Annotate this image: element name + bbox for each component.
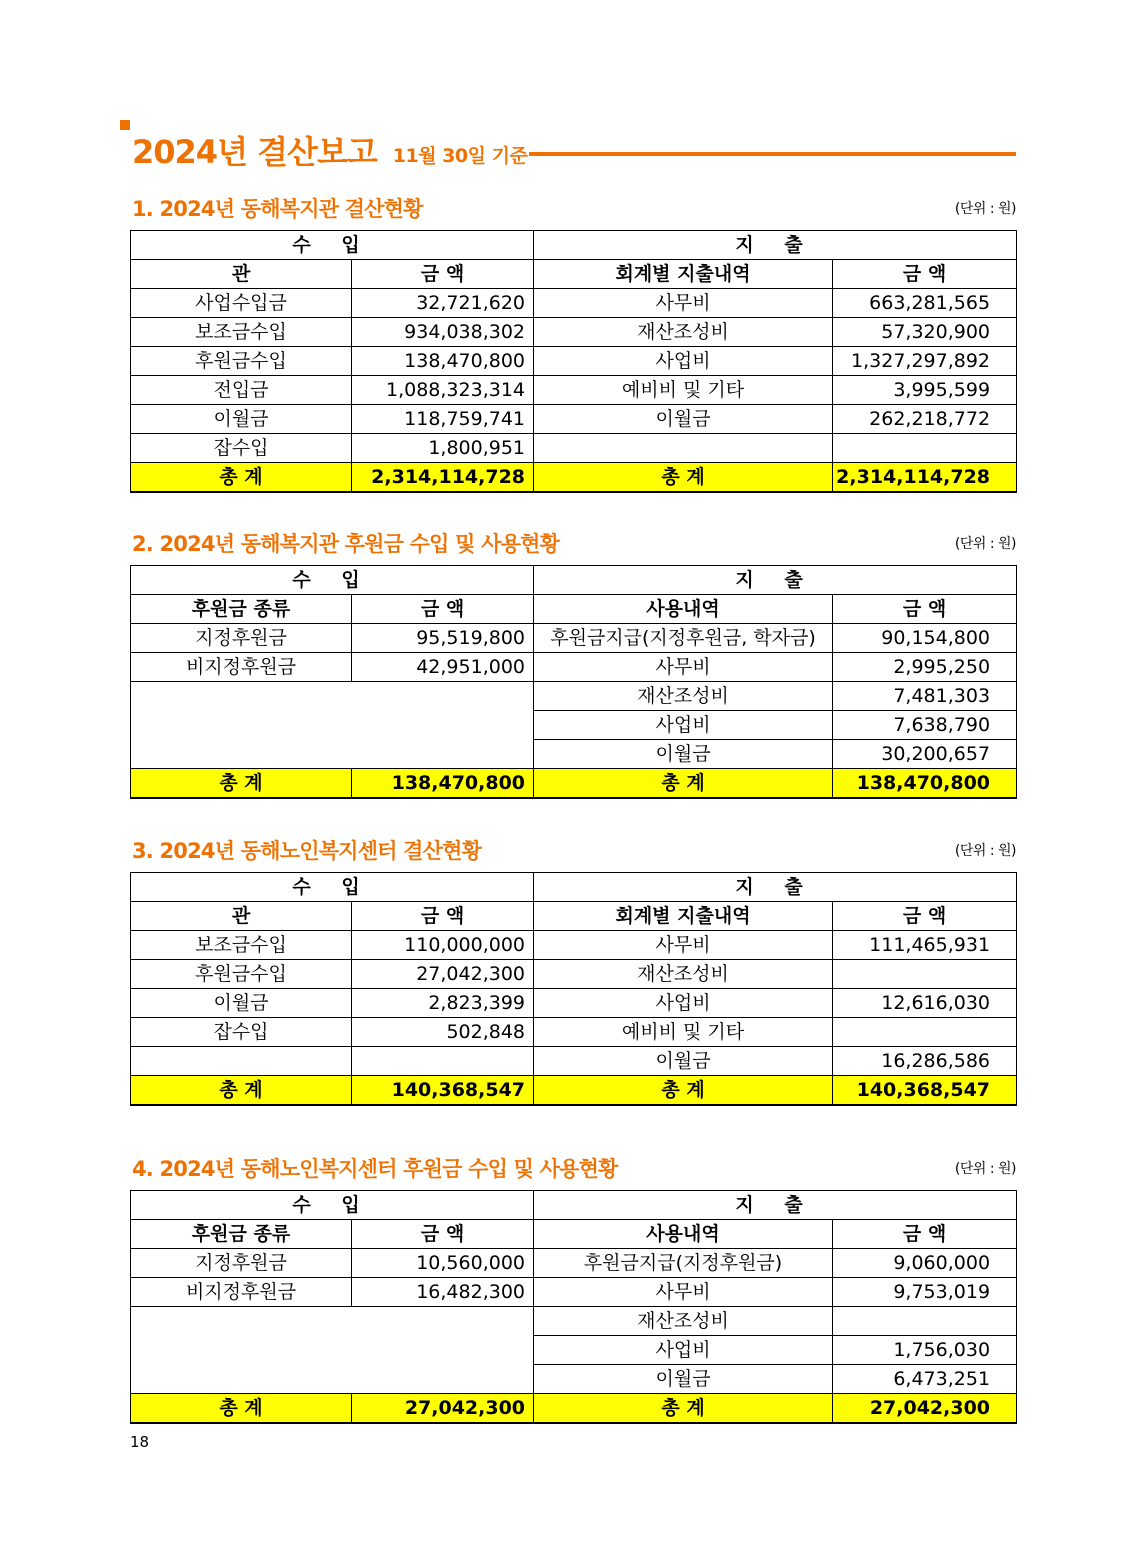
page-title: 2024년 결산보고	[132, 133, 377, 171]
expense-amount: 111,465,931	[833, 931, 1017, 960]
empty-income-cell	[131, 1307, 534, 1394]
expense-amount: 2,995,250	[833, 653, 1017, 682]
table-row	[131, 682, 1017, 711]
table-row	[131, 318, 1017, 347]
expense-amount: 7,481,303	[833, 682, 1017, 711]
section-2-header	[132, 528, 1016, 558]
total-label: 총 계	[534, 1076, 833, 1106]
expense-item: 후원금지급(지정후원금)	[534, 1249, 833, 1278]
expense-item: 이월금	[534, 1047, 833, 1076]
income-item: 비지정후원금	[131, 653, 352, 682]
col-expense-amount: 금 액	[833, 595, 1017, 624]
income-amount: 2,823,399	[352, 989, 534, 1018]
section-3-header	[132, 835, 1016, 865]
expense-amount: 57,320,900	[833, 318, 1017, 347]
expense-item: 사무비	[534, 653, 833, 682]
income-group-header: 수 입	[131, 1191, 534, 1220]
total-row	[131, 1076, 1017, 1106]
col-income-amount: 금 액	[352, 1220, 534, 1249]
total-label: 총 계	[131, 463, 352, 493]
table-row	[131, 653, 1017, 682]
income-item: 사업수입금	[131, 289, 352, 318]
income-item: 후원금수입	[131, 347, 352, 376]
expense-item: 이월금	[534, 405, 833, 434]
unit-label: (단위 : 원)	[954, 1161, 1016, 1177]
col-income-amount: 금 액	[352, 595, 534, 624]
expense-item: 이월금	[534, 740, 833, 769]
expense-amount: 16,286,586	[833, 1047, 1017, 1076]
income-item: 지정후원금	[131, 1249, 352, 1278]
settlement-table-3	[130, 872, 1017, 1106]
expense-amount: 30,200,657	[833, 740, 1017, 769]
table-row	[131, 931, 1017, 960]
expense-group-header: 지 출	[534, 231, 1017, 260]
table-row	[131, 1278, 1017, 1307]
total-label: 총 계	[131, 769, 352, 799]
income-item: 후원금수입	[131, 960, 352, 989]
income-item: 잡수입	[131, 434, 352, 463]
title-accent-square	[120, 120, 130, 130]
expense-amount: 90,154,800	[833, 624, 1017, 653]
section-title: 4. 2024년 동해노인복지센터 후원금 수입 및 사용현황	[132, 1157, 618, 1181]
table-row	[131, 960, 1017, 989]
expense-amount	[833, 1018, 1017, 1047]
page-number: 18	[130, 1433, 150, 1451]
income-item: 비지정후원금	[131, 1278, 352, 1307]
income-amount	[352, 1047, 534, 1076]
expense-amount: 7,638,790	[833, 711, 1017, 740]
table-row	[131, 1018, 1017, 1047]
expense-item: 예비비 및 기타	[534, 1018, 833, 1047]
col-expense-amount: 금 액	[833, 260, 1017, 289]
donation-table-4	[130, 1190, 1017, 1424]
unit-label: (단위 : 원)	[954, 201, 1016, 217]
income-item: 잡수입	[131, 1018, 352, 1047]
table-row	[131, 434, 1017, 463]
income-amount: 42,951,000	[352, 653, 534, 682]
income-item	[131, 1047, 352, 1076]
unit-label: (단위 : 원)	[954, 536, 1016, 552]
total-row	[131, 463, 1017, 493]
empty-income-cell	[131, 682, 534, 769]
col-income-amount: 금 액	[352, 902, 534, 931]
col-expense-item: 회계별 지출내역	[534, 260, 833, 289]
expense-group-header: 지 출	[534, 1191, 1017, 1220]
total-label: 총 계	[131, 1394, 352, 1424]
total-expense-amount: 27,042,300	[833, 1394, 1017, 1424]
col-income-item: 후원금 종류	[131, 595, 352, 624]
income-amount: 27,042,300	[352, 960, 534, 989]
income-amount: 1,088,323,314	[352, 376, 534, 405]
donation-table-2	[130, 565, 1017, 799]
col-expense-item: 사용내역	[534, 1220, 833, 1249]
expense-amount: 1,327,297,892	[833, 347, 1017, 376]
total-expense-amount: 2,314,114,728	[833, 463, 1017, 493]
col-expense-amount: 금 액	[833, 1220, 1017, 1249]
total-label: 총 계	[534, 1394, 833, 1424]
expense-item: 사무비	[534, 289, 833, 318]
expense-item: 재산조성비	[534, 682, 833, 711]
unit-label: (단위 : 원)	[954, 843, 1016, 859]
income-group-header: 수 입	[131, 231, 534, 260]
expense-item	[534, 434, 833, 463]
income-amount: 16,482,300	[352, 1278, 534, 1307]
expense-item: 재산조성비	[534, 960, 833, 989]
page-subtitle: 11월 30일 기준	[392, 144, 528, 167]
income-amount: 934,038,302	[352, 318, 534, 347]
expense-item: 예비비 및 기타	[534, 376, 833, 405]
expense-item: 재산조성비	[534, 318, 833, 347]
income-item: 보조금수입	[131, 318, 352, 347]
total-label: 총 계	[534, 463, 833, 493]
total-expense-amount: 140,368,547	[833, 1076, 1017, 1106]
expense-amount: 663,281,565	[833, 289, 1017, 318]
expense-amount: 12,616,030	[833, 989, 1017, 1018]
table-row	[131, 289, 1017, 318]
expense-group-header: 지 출	[534, 566, 1017, 595]
income-item: 지정후원금	[131, 624, 352, 653]
income-amount: 10,560,000	[352, 1249, 534, 1278]
income-amount: 502,848	[352, 1018, 534, 1047]
col-income-amount: 금 액	[352, 260, 534, 289]
income-group-header: 수 입	[131, 873, 534, 902]
expense-amount	[833, 960, 1017, 989]
total-label: 총 계	[534, 769, 833, 799]
income-amount: 138,470,800	[352, 347, 534, 376]
col-expense-amount: 금 액	[833, 902, 1017, 931]
total-label: 총 계	[131, 1076, 352, 1106]
income-amount: 110,000,000	[352, 931, 534, 960]
section-4-header	[132, 1153, 1016, 1183]
expense-item: 이월금	[534, 1365, 833, 1394]
total-income-amount: 140,368,547	[352, 1076, 534, 1106]
section-title: 2. 2024년 동해복지관 후원금 수입 및 사용현황	[132, 532, 560, 556]
expense-amount	[833, 1307, 1017, 1336]
expense-item: 재산조성비	[534, 1307, 833, 1336]
total-expense-amount: 138,470,800	[833, 769, 1017, 799]
expense-amount: 3,995,599	[833, 376, 1017, 405]
table-row	[131, 1249, 1017, 1278]
income-item: 이월금	[131, 989, 352, 1018]
page-title-row	[132, 128, 1016, 172]
table-row	[131, 376, 1017, 405]
expense-amount: 9,753,019	[833, 1278, 1017, 1307]
expense-amount: 9,060,000	[833, 1249, 1017, 1278]
total-income-amount: 138,470,800	[352, 769, 534, 799]
title-rule	[529, 152, 1016, 156]
expense-item: 사업비	[534, 347, 833, 376]
table-row	[131, 624, 1017, 653]
expense-item: 사무비	[534, 931, 833, 960]
expense-item: 사업비	[534, 989, 833, 1018]
expense-amount: 6,473,251	[833, 1365, 1017, 1394]
col-expense-item: 사용내역	[534, 595, 833, 624]
total-income-amount: 2,314,114,728	[352, 463, 534, 493]
income-amount: 32,721,620	[352, 289, 534, 318]
col-income-item: 후원금 종류	[131, 1220, 352, 1249]
table-row	[131, 347, 1017, 376]
table-row	[131, 989, 1017, 1018]
table-row	[131, 1047, 1017, 1076]
section-1-header	[132, 193, 1016, 223]
total-row	[131, 769, 1017, 799]
section-title: 1. 2024년 동해복지관 결산현황	[132, 197, 423, 221]
table-row	[131, 1307, 1017, 1336]
col-expense-item: 회계별 지출내역	[534, 902, 833, 931]
section-title: 3. 2024년 동해노인복지센터 결산현황	[132, 839, 482, 863]
expense-item: 사업비	[534, 1336, 833, 1365]
settlement-table-1	[130, 230, 1017, 493]
income-group-header: 수 입	[131, 566, 534, 595]
table-row	[131, 405, 1017, 434]
income-amount: 95,519,800	[352, 624, 534, 653]
col-income-item: 관	[131, 260, 352, 289]
expense-amount: 262,218,772	[833, 405, 1017, 434]
income-amount: 118,759,741	[352, 405, 534, 434]
income-item: 전입금	[131, 376, 352, 405]
expense-amount: 1,756,030	[833, 1336, 1017, 1365]
col-income-item: 관	[131, 902, 352, 931]
income-amount: 1,800,951	[352, 434, 534, 463]
expense-amount	[833, 434, 1017, 463]
expense-group-header: 지 출	[534, 873, 1017, 902]
total-row	[131, 1394, 1017, 1424]
expense-item: 후원금지급(지정후원금, 학자금)	[534, 624, 833, 653]
income-item: 이월금	[131, 405, 352, 434]
income-item: 보조금수입	[131, 931, 352, 960]
expense-item: 사무비	[534, 1278, 833, 1307]
expense-item: 사업비	[534, 711, 833, 740]
total-income-amount: 27,042,300	[352, 1394, 534, 1424]
